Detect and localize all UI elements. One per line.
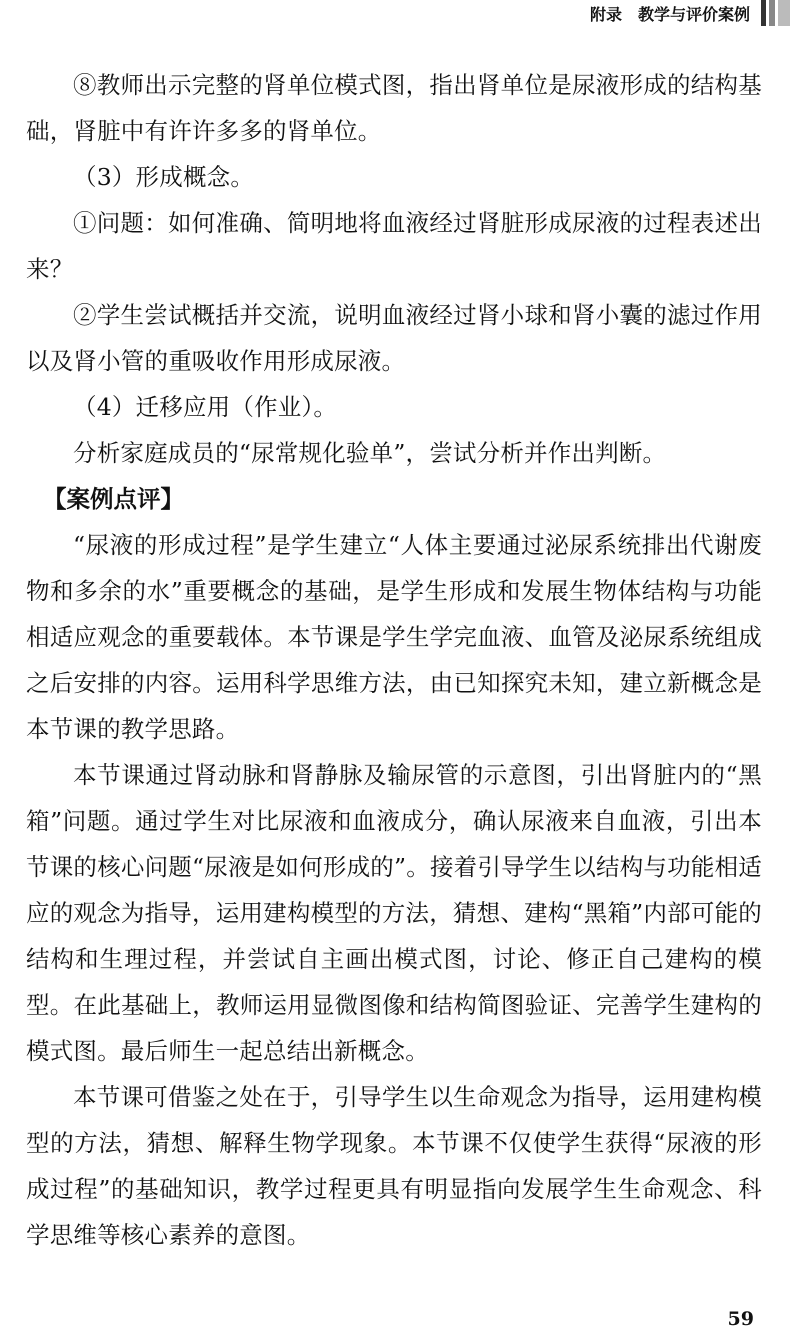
- review-paragraph: 本节课可借鉴之处在于，引导学生以生命观念为指导，运用建构模型的方法，猜想、解释生物学现象。本节课不仅使学生获得“尿液的形成过程”的基础知识，教学过程更具有明显指向发展学生生命观念、科学思维等核心素养的意图。: [26, 1083, 762, 1249]
- review-paragraph: “尿液的形成过程”是学生建立“人体主要通过泌尿系统排出代谢废物和多余的水”重要概念的基础，是学生形成和发展生物体结构与功能相适应观念的重要载体。本节课是学生学完血液、血管及泌尿系统组成之后安排的内容。运用科学思维方法，由已知探究未知，建立新概念是本节课的教学思路。: [26, 531, 762, 743]
- review-paragraph: 本节课通过肾动脉和肾静脉及输尿管的示意图，引出肾脏内的“黑箱”问题。通过学生对比尿液和血液成分，确认尿液来自血液，引出本节课的核心问题“尿液是如何形成的”。接着引导学生以结构与功能相适应的观念为指导，运用建构模型的方法，猜想、建构“黑箱”内部可能的结构和生理过程，并尝试自主画出模式图，讨论、修正自己建构的模型。在此基础上，教师运用显微图像和结构简图验证、完善学生建构的模式图。最后师生一起总结出新概念。: [26, 761, 762, 1065]
- running-header: [590, 0, 790, 26]
- paragraph: 分析家庭成员的“尿常规化验单”，尝试分析并作出判断。: [73, 439, 667, 467]
- paragraph: （4）迁移应用（作业）。: [73, 393, 338, 421]
- paragraph: ①问题：如何准确、简明地将血液经过肾脏形成尿液的过程表述出来？: [26, 209, 762, 283]
- review-heading: 【案例点评】: [43, 485, 184, 513]
- header-bar-dark: [761, 0, 766, 26]
- page-body: [26, 62, 762, 1258]
- paragraph: ②学生尝试概括并交流，说明血液经过肾小球和肾小囊的滤过作用以及肾小管的重吸收作用形成尿液。: [26, 301, 762, 375]
- header-text: [590, 2, 750, 25]
- header-title: 教学与评价案例: [637, 4, 750, 24]
- paragraph: ⑧教师出示完整的肾单位模式图，指出肾单位是尿液形成的结构基础，肾脏中有许许多多的肾单位。: [26, 71, 762, 145]
- header-bar-light: [778, 0, 790, 26]
- paragraph: （3）形成概念。: [73, 163, 255, 191]
- header-decoration-bars: [758, 0, 790, 26]
- page-number: 59: [727, 1308, 754, 1330]
- header-bar-mid: [769, 0, 775, 26]
- header-section: 附录: [589, 4, 622, 24]
